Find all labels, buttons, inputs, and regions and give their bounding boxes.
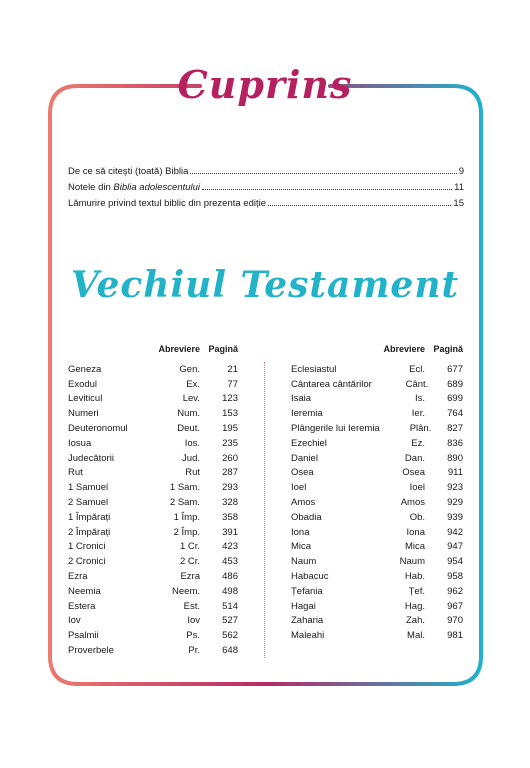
dot-leader bbox=[268, 205, 451, 206]
book-name: Zaharia bbox=[291, 615, 324, 627]
book-name: Psalmii bbox=[68, 630, 99, 642]
book-abbr: Ps. bbox=[186, 630, 200, 642]
book-abbr: 1 Sam. bbox=[169, 482, 200, 494]
book-abbr: Iov bbox=[187, 615, 200, 627]
intro-item-page: 11 bbox=[454, 182, 464, 193]
intro-item-label: Lămurire privind textul biblic din prezenta ediție bbox=[68, 198, 267, 209]
book-name: Maleahi bbox=[291, 630, 325, 642]
book-row[interactable] bbox=[291, 510, 463, 525]
book-abbr: Ios. bbox=[184, 437, 200, 449]
book-row[interactable] bbox=[68, 466, 238, 481]
book-page: 942 bbox=[447, 526, 463, 538]
book-name: Cântarea cântărilor bbox=[291, 378, 372, 390]
book-abbr: Deut. bbox=[177, 423, 200, 435]
book-abbr: Plân. bbox=[409, 423, 432, 435]
book-name: Numeri bbox=[68, 408, 99, 420]
book-page: 527 bbox=[222, 615, 238, 627]
book-page: 391 bbox=[222, 526, 238, 538]
header-abbr: Abreviere bbox=[383, 344, 425, 354]
intro-item-label bbox=[68, 182, 200, 193]
book-page: 195 bbox=[222, 423, 238, 435]
book-list-right bbox=[291, 344, 463, 643]
intro-list bbox=[68, 166, 464, 214]
header-page: Pagină bbox=[433, 344, 463, 354]
book-name: Leviticul bbox=[68, 393, 103, 405]
book-page: 235 bbox=[222, 437, 238, 449]
book-name: Estera bbox=[68, 600, 96, 612]
intro-item[interactable] bbox=[68, 166, 464, 182]
book-page: 648 bbox=[222, 645, 238, 657]
book-abbr: Ex. bbox=[186, 378, 200, 390]
book-page: 954 bbox=[447, 556, 463, 568]
book-row[interactable] bbox=[291, 540, 463, 555]
book-name: 2 Samuel bbox=[68, 497, 109, 509]
book-page: 293 bbox=[222, 482, 238, 494]
book-row[interactable] bbox=[291, 584, 463, 599]
book-page: 453 bbox=[222, 556, 238, 568]
book-abbr: 1 Cr. bbox=[179, 541, 200, 553]
intro-item[interactable] bbox=[68, 182, 464, 198]
book-name: Exodul bbox=[68, 378, 98, 390]
book-row[interactable] bbox=[291, 480, 463, 495]
book-row[interactable] bbox=[68, 436, 238, 451]
book-name: Habacuc bbox=[291, 571, 329, 583]
book-row[interactable] bbox=[68, 510, 238, 525]
book-name: Mica bbox=[291, 541, 312, 553]
book-name: Daniel bbox=[291, 452, 318, 464]
book-row[interactable] bbox=[68, 628, 238, 643]
book-abbr: Dan. bbox=[404, 452, 425, 464]
book-row[interactable] bbox=[291, 392, 463, 407]
book-abbr: Ob. bbox=[409, 511, 425, 523]
book-page: 967 bbox=[447, 600, 463, 612]
book-page: 77 bbox=[227, 378, 238, 390]
book-page: 358 bbox=[222, 511, 238, 523]
book-row[interactable] bbox=[291, 554, 463, 569]
book-name: Iov bbox=[68, 615, 81, 627]
book-name: 1 Cronici bbox=[68, 541, 106, 553]
book-row[interactable] bbox=[68, 584, 238, 599]
book-page: 260 bbox=[222, 452, 238, 464]
intro-item-page: 15 bbox=[453, 198, 464, 209]
book-row[interactable] bbox=[68, 643, 238, 658]
book-page: 923 bbox=[447, 482, 463, 494]
book-row[interactable] bbox=[291, 362, 463, 377]
dot-leader bbox=[190, 173, 456, 174]
book-page: 677 bbox=[447, 363, 463, 375]
book-row[interactable] bbox=[68, 451, 238, 466]
book-row[interactable] bbox=[68, 599, 238, 614]
column-divider bbox=[264, 362, 265, 658]
intro-item[interactable] bbox=[68, 198, 464, 214]
book-abbr: Rut bbox=[185, 467, 200, 479]
book-row[interactable] bbox=[68, 525, 238, 540]
book-list-left bbox=[68, 344, 238, 658]
book-abbr: Iona bbox=[406, 526, 425, 538]
book-page: 498 bbox=[222, 585, 238, 597]
book-abbr: Pr. bbox=[188, 645, 200, 657]
book-page: 981 bbox=[447, 630, 463, 642]
book-row[interactable] bbox=[291, 599, 463, 614]
book-name: 1 Samuel bbox=[68, 482, 109, 494]
book-page: 764 bbox=[447, 408, 463, 420]
book-row[interactable] bbox=[291, 569, 463, 584]
book-row[interactable] bbox=[68, 362, 238, 377]
book-row[interactable] bbox=[68, 569, 238, 584]
book-name: Rut bbox=[68, 467, 83, 479]
book-abbr: Ecl. bbox=[409, 363, 425, 375]
book-abbr: Mica bbox=[404, 541, 425, 553]
book-row[interactable] bbox=[291, 436, 463, 451]
book-page: 947 bbox=[447, 541, 463, 553]
book-abbr: Țef. bbox=[408, 585, 425, 597]
page-title: Cuprins bbox=[177, 62, 353, 107]
book-abbr: Gen. bbox=[179, 363, 200, 375]
book-row[interactable] bbox=[291, 466, 463, 481]
book-name: Isaia bbox=[291, 393, 312, 405]
column-header bbox=[68, 344, 238, 362]
book-name: Hagai bbox=[291, 600, 316, 612]
book-row[interactable] bbox=[68, 495, 238, 510]
dot-leader bbox=[202, 189, 452, 190]
book-name: Iona bbox=[291, 526, 310, 538]
book-abbr: 2 Cr. bbox=[179, 556, 200, 568]
book-page: 423 bbox=[222, 541, 238, 553]
book-name: Iosua bbox=[68, 437, 92, 449]
book-abbr: 2 Împ. bbox=[173, 526, 200, 538]
book-name: Ioel bbox=[291, 482, 307, 494]
book-row[interactable] bbox=[68, 614, 238, 629]
book-name: Ieremia bbox=[291, 408, 323, 420]
intro-item-label: De ce să citești (toată) Biblia bbox=[68, 166, 189, 177]
book-page: 514 bbox=[222, 600, 238, 612]
book-name: Neemia bbox=[68, 585, 101, 597]
book-page: 486 bbox=[222, 571, 238, 583]
book-name: Naum bbox=[291, 556, 317, 568]
book-page: 939 bbox=[447, 511, 463, 523]
book-abbr: Cânt. bbox=[405, 378, 429, 390]
book-page: 970 bbox=[447, 615, 463, 627]
book-row[interactable] bbox=[291, 525, 463, 540]
book-page: 123 bbox=[222, 393, 238, 405]
intro-item-label-prefix: Notele din bbox=[68, 182, 114, 193]
book-name: 2 Cronici bbox=[68, 556, 106, 568]
book-row[interactable] bbox=[291, 377, 463, 392]
book-row[interactable] bbox=[68, 540, 238, 555]
book-abbr: Neem. bbox=[172, 585, 200, 597]
book-page: 890 bbox=[447, 452, 463, 464]
book-row[interactable] bbox=[291, 406, 463, 421]
book-name: Osea bbox=[291, 467, 314, 479]
book-row[interactable] bbox=[68, 554, 238, 569]
book-page: 836 bbox=[447, 437, 463, 449]
book-abbr: Naum bbox=[399, 556, 425, 568]
book-name: Țefania bbox=[291, 585, 323, 597]
book-name: Amos bbox=[291, 497, 316, 509]
book-page: 328 bbox=[222, 497, 238, 509]
book-page: 962 bbox=[447, 585, 463, 597]
book-abbr: Num. bbox=[177, 408, 200, 420]
book-page: 153 bbox=[222, 408, 238, 420]
book-row[interactable] bbox=[68, 406, 238, 421]
book-abbr: Mal. bbox=[407, 630, 425, 642]
book-name: Eclesiastul bbox=[291, 363, 337, 375]
intro-item-label-title: Biblia adolescentului bbox=[113, 182, 201, 193]
book-page: 911 bbox=[447, 467, 463, 479]
intro-item-page: 9 bbox=[458, 166, 464, 177]
book-abbr: Ez. bbox=[411, 437, 425, 449]
book-name: 2 Împărați bbox=[68, 526, 111, 538]
book-name: Geneza bbox=[68, 363, 102, 375]
book-abbr: Osea bbox=[402, 467, 425, 479]
book-page: 287 bbox=[222, 467, 238, 479]
book-abbr: Amos bbox=[400, 497, 425, 509]
book-row[interactable] bbox=[291, 628, 463, 643]
book-abbr: Ioel bbox=[409, 482, 425, 494]
book-name: Proverbele bbox=[68, 645, 114, 657]
book-name: Deuteronomul bbox=[68, 423, 128, 435]
header-page: Pagină bbox=[208, 344, 238, 354]
book-abbr: Est. bbox=[183, 600, 200, 612]
book-row[interactable] bbox=[68, 377, 238, 392]
book-row[interactable] bbox=[291, 451, 463, 466]
book-row[interactable] bbox=[291, 495, 463, 510]
book-abbr: Is. bbox=[414, 393, 425, 405]
book-name: Ezechiel bbox=[291, 437, 327, 449]
book-name: 1 Împărați bbox=[68, 511, 111, 523]
book-page: 699 bbox=[447, 393, 463, 405]
book-row[interactable] bbox=[68, 392, 238, 407]
book-abbr: Hag. bbox=[404, 600, 425, 612]
section-title: Vechiul Testament bbox=[70, 264, 460, 306]
book-row[interactable] bbox=[68, 480, 238, 495]
book-abbr: Lev. bbox=[182, 393, 200, 405]
book-abbr: 2 Sam. bbox=[169, 497, 200, 509]
book-abbr: Hab. bbox=[404, 571, 425, 583]
book-abbr: 1 Împ. bbox=[173, 511, 200, 523]
book-abbr: Jud. bbox=[182, 452, 200, 464]
book-page: 562 bbox=[222, 630, 238, 642]
header-abbr: Abreviere bbox=[158, 344, 200, 354]
book-name: Judecătorii bbox=[68, 452, 114, 464]
column-header bbox=[291, 344, 463, 362]
book-row[interactable] bbox=[68, 421, 238, 436]
book-abbr: Ezra bbox=[180, 571, 200, 583]
book-name: Obadia bbox=[291, 511, 322, 523]
book-row[interactable] bbox=[291, 614, 463, 629]
book-name: Plângerile lui Ieremia bbox=[291, 423, 380, 435]
book-page: 689 bbox=[447, 378, 463, 390]
book-name: Ezra bbox=[68, 571, 88, 583]
book-abbr: Zah. bbox=[405, 615, 425, 627]
book-page: 929 bbox=[447, 497, 463, 509]
book-page: 827 bbox=[447, 423, 463, 435]
book-row[interactable] bbox=[291, 421, 463, 436]
book-page: 958 bbox=[447, 571, 463, 583]
book-abbr: Ier. bbox=[411, 408, 425, 420]
book-page: 21 bbox=[227, 363, 238, 375]
